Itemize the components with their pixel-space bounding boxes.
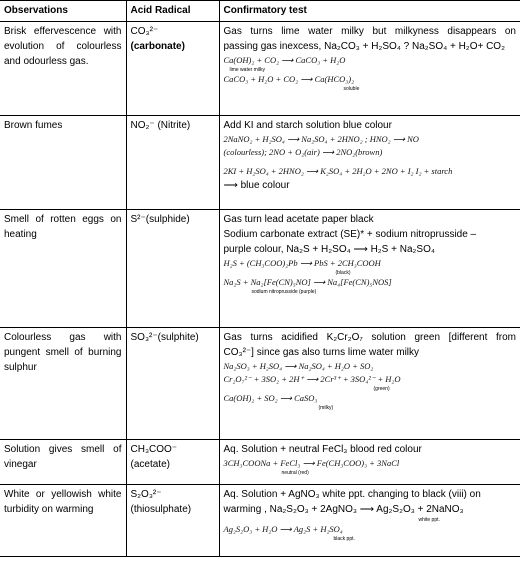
radical-formula: CH₃COO⁻ — [130, 444, 178, 455]
radical-cell — [126, 485, 219, 557]
table-row — [0, 440, 520, 485]
test-line: warming , Na₂S₂O₃ + 2AgNO₃ ⟶ Ag₂S₂O₃ + 2NaNO₃ — [223, 504, 464, 515]
equation-note: soluble — [343, 86, 360, 92]
observation-cell: Solution gives smell of vinegar — [4, 444, 122, 470]
radical-cell — [126, 116, 219, 210]
radical-formula: S₂O₃²⁻ — [130, 489, 162, 500]
equation-note: (milky) — [318, 405, 334, 411]
equation-note: (black) — [335, 270, 351, 276]
radical-cell — [126, 210, 219, 328]
equation-note: lime water milky — [229, 67, 266, 73]
test-cell — [219, 328, 520, 440]
equation-note: black ppt. — [333, 536, 355, 542]
test-line: passing gas inexcess, Na₂CO₃ + H₂SO₄ ? Na₂SO₄ + H₂O+ CO₂ — [223, 41, 505, 52]
test-line: Gas turns acidified K₂Cr₂O₇ solution green [different from — [223, 332, 516, 343]
radical-formula: NO₂⁻ (Nitrite) — [130, 120, 191, 131]
test-cell — [219, 116, 520, 210]
radical-cell — [126, 328, 219, 440]
test-line: purple colour, Na₂S + H₂SO₄ ⟶ H₂S + Na₂SO₄ — [223, 244, 435, 255]
equation: Cr₂O₇²⁻ + 3SO₂ + 2H⁺ ⟶ 2Cr³⁺ + 3SO₄²⁻ + H₂O — [223, 374, 401, 384]
equation-note: (green) — [373, 386, 390, 392]
observation-cell: Brisk effervescence with evolution of colourless and odourless gas. — [4, 26, 122, 67]
radical-formula: CO₃²⁻ — [130, 26, 159, 37]
header-observations: Observations — [4, 5, 68, 16]
test-line: ⟶ blue colour — [223, 180, 290, 191]
test-cell — [219, 485, 520, 557]
radical-cell — [126, 22, 219, 116]
observation-cell: Brown fumes — [4, 120, 63, 131]
equation-note: neutral (red) — [281, 470, 309, 476]
observation-cell: White or yellowish white turbidity on warming — [4, 489, 122, 515]
test-line: Add KI and starch solution blue colour — [223, 120, 392, 131]
test-cell — [219, 22, 520, 116]
radical-name: (carbonate) — [130, 41, 185, 52]
table-row — [0, 210, 520, 328]
test-line: Aq. Solution + AgNO₃ white ppt. changing to black (viii) on — [223, 489, 481, 500]
observation-cell: Smell of rotten eggs on heating — [4, 214, 122, 240]
equation: Ag₂S₂O₃ + H₂O ⟶ Ag₂S + H₂SO₄ — [223, 524, 343, 534]
equation: (colourless); 2NO + O₂(air) ⟶ 2NO₂(brown) — [223, 147, 383, 157]
equation: H₂S + (CH₃COO)₂Pb ⟶ PbS + 2CH₃COOH — [223, 258, 381, 268]
radical-cell — [126, 440, 219, 485]
table-header-row — [0, 1, 520, 22]
equation: Ca(OH)₂ + SO₂ ⟶ CaSO₃ — [223, 393, 318, 403]
radical-formula: S²⁻(sulphide) — [130, 214, 190, 225]
equation: Ca(OH)₂ + CO₂ ⟶ CaCO₃ + H₂O — [223, 55, 346, 65]
equation: CaCO₃ + H₂O + CO₂ ⟶ Ca(HCO₃)₂ — [223, 74, 355, 84]
radical-formula: SO₃²⁻(sulphite) — [130, 332, 199, 343]
test-line: Gas turns lime water milky but milkyness disappears on — [223, 26, 516, 37]
test-line: Aq. Solution + neutral FeCl₃ blood red colour — [223, 444, 422, 455]
equation: Na₂S + Na₂[Fe(CN)₅NO] ⟶ Na₄[Fe(CN)₅NOS] — [223, 277, 392, 287]
test-cell — [219, 210, 520, 328]
equation: 3CH₃COONa + FeCl₃ ⟶ Fe(CH₃COO)₃ + 3NaCl — [223, 458, 400, 468]
radical-name: (thiosulphate) — [130, 504, 192, 515]
equation-note: sodium nitroprusside (purple) — [251, 289, 317, 295]
equation-note: white ppt. — [418, 517, 440, 523]
test-line: CO₃²⁻] since gas also turns lime water milky — [223, 347, 420, 358]
test-line: Gas turn lead acetate paper black — [223, 214, 374, 225]
radical-name: (acetate) — [130, 459, 170, 470]
observation-cell: Colourless gas with pungent smell of burning sulphur — [4, 332, 122, 373]
equation: 2NaNO₂ + H₂SO₄ ⟶ Na₂SO₄ + 2HNO₂ ; HNO₂ ⟶ NO — [223, 134, 419, 144]
test-line: Sodium carbonate extract (SE)* + sodium nitroprusside – — [223, 229, 477, 240]
table-row — [0, 485, 520, 557]
equation: 2KI + H₂SO₄ + 2HNO₂ ⟶ K₂SO₄ + 2H₂O + 2NO + I₂ I₂ + starch — [223, 166, 453, 176]
header-confirmatory-test: Confirmatory test — [219, 1, 520, 22]
header-acid-radical: Acid Radical — [126, 1, 219, 22]
table-row — [0, 328, 520, 440]
table-row — [0, 116, 520, 210]
test-cell — [219, 440, 520, 485]
equation: Na₂SO₃ + H₂SO₄ ⟶ Na₂SO₄ + H₂O + SO₂ — [223, 361, 374, 371]
table-row — [0, 22, 520, 116]
